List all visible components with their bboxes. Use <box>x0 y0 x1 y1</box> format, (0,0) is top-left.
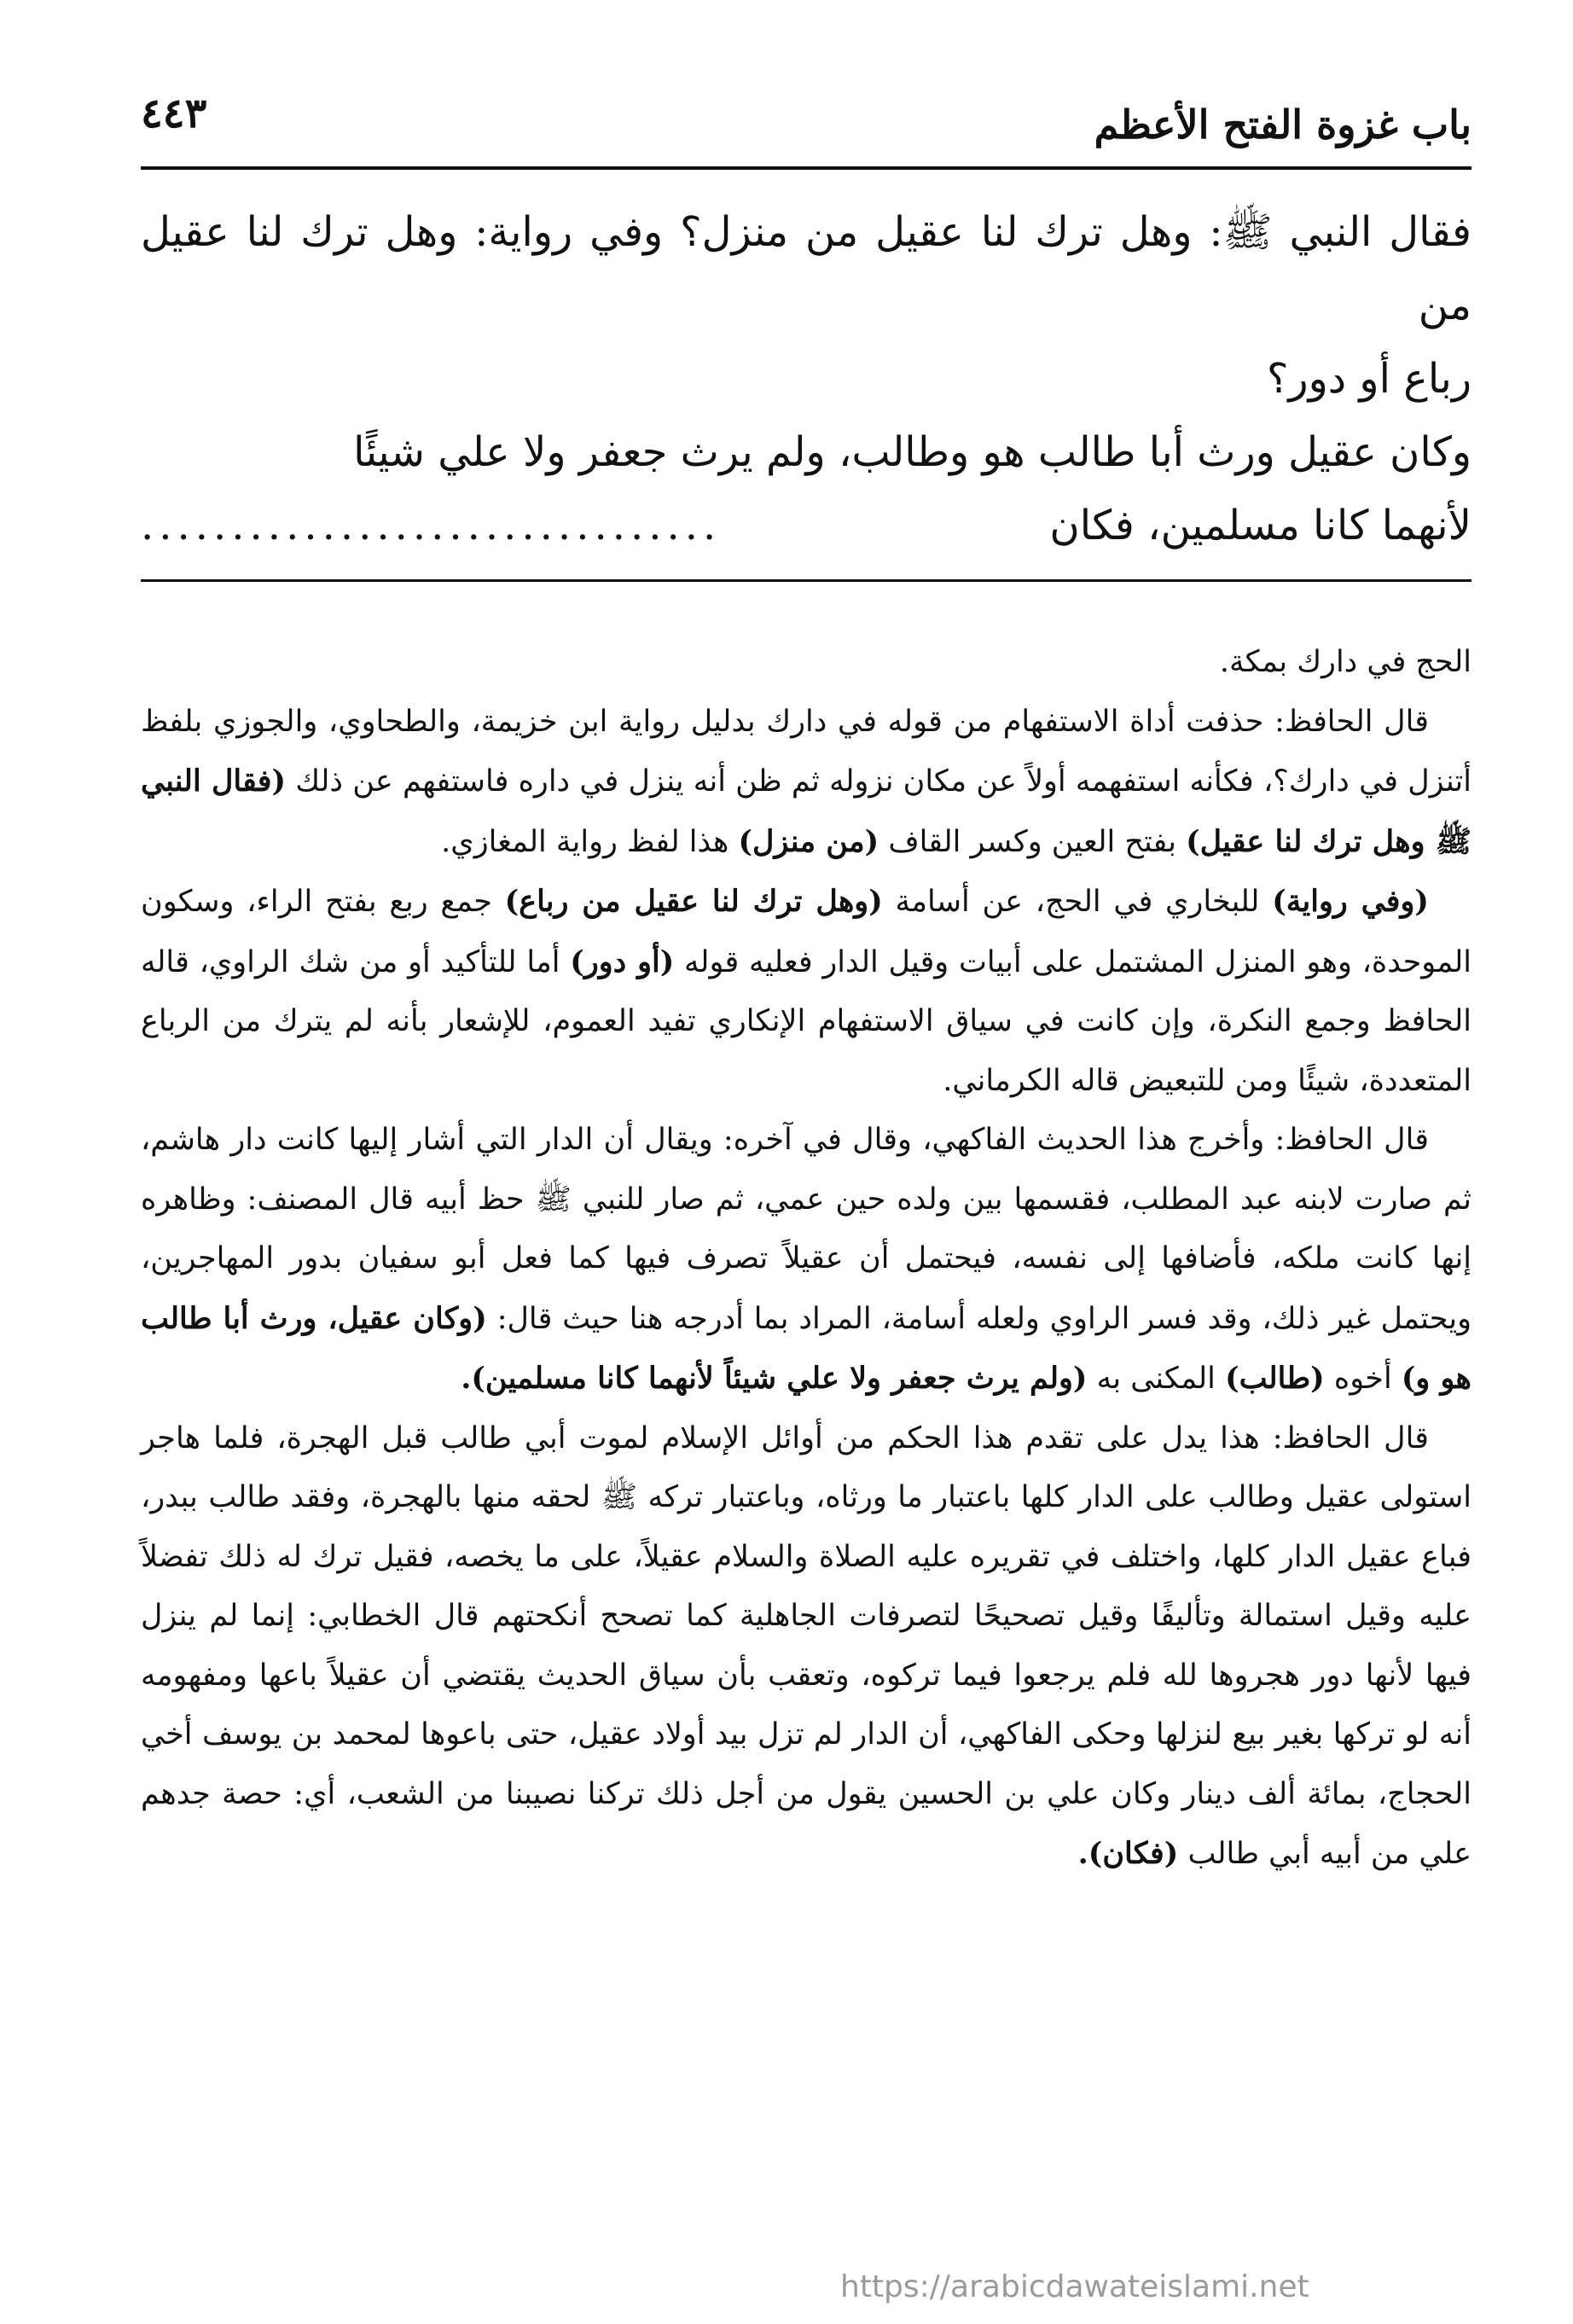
para4-text-2: أخوه <box>1333 1362 1392 1396</box>
page-header <box>141 81 1471 166</box>
commentary <box>141 633 1471 1885</box>
para3-text-2: جمع ربع بفتح الراء، وسكون الموحدة، وهو المنزل المشتمل على أبيات وقيل الدار فعليه قوله <box>141 885 1471 979</box>
para2-text-2: بفتح العين وكسر القاف <box>888 824 1176 859</box>
para2-quote-1: (فقال النبي ﷺ وهل ترك لنا عقيل) <box>141 764 1471 859</box>
commentary-para-2 <box>141 693 1471 873</box>
para4-text-1: قال الحافظ: وأخرج هذا الحديث الفاكهي، وقال في آخره: ويقال أن الدار التي أشار إليها كانت دار هاشم، ثم صارت لابنه عبد المطلب، فقسمها بين ولده حين عمي، ثم صار للنبي ﷺ حظ أبيه قال المصنف: وظاهره إنها كانت ملكه، فأضافها إلى نفسه، فيحتمل أن عقيلاً تصرف فيها كما فعل أبو سفيان بدور المهاجرين، ويحتمل غير ذلك، وقد فسر الراوي ولعله أسامة، المراد بما أدرجه هنا حيث قال: <box>141 1123 1471 1336</box>
para4-text-3: المكنى به <box>1096 1362 1216 1396</box>
para2-quote-2: (من منزل) <box>738 823 879 859</box>
watermark-url: https://arabicdawateislami.net <box>840 2269 1309 2304</box>
commentary-para-1: الحج في دارك بمكة. <box>1219 645 1471 679</box>
separator-rule <box>141 579 1471 582</box>
page-number: ٤٤٣ <box>141 90 207 137</box>
para3-text-1: للبخاري في الحج، عن أسامة <box>895 885 1260 919</box>
para2-text: قال الحافظ: حذفت أداة الاستفهام من قوله في دارك بدليل رواية ابن خزيمة، والطحاوي، والجوزي بلفظ أتنزل في دارك؟، فكأنه استفهمه أولاً عن مكان نزوله ثم ظن أنه ينزل في داره فاستفهم عن ذلك <box>141 704 1471 799</box>
commentary-para-3 <box>141 872 1471 1111</box>
continuation-dots: ................................ <box>141 502 722 549</box>
para5-text: قال الحافظ: هذا يدل على تقدم هذا الحكم من أوائل الإسلام لموت أبي طالب قبل الهجرة، فلما هاجر استولى عقيل وطالب على الدار كلها باعتبار ما ورثاه، وباعتبار تركه ﷺ لحقه منها بالهجرة، وفقد طالب ببدر، فباع عقيل الدار كلها، واختلف في تقريره عليه الصلاة والسلام عقيلاً، على ما يخصه، فقيل ترك له ذلك تفضلاً عليه وقيل استمالة وتأليفًا وقيل تصحيحًا لتصرفات الجاهلية كما تصحح أنكحتهم قال الخطابي: إنما لم ينزل فيها لأنها دور هجروها لله فلم يرجعوا فيما تركوه، وتعقب بأن سياق الحديث يقتضي أن عقيلاً باعها ومفهومه أنه لو تركها بغير بيع لنزلها وحكى الفاكهي، أن الدار لم تزل بيد أولاد عقيل، حتى باعوها لمحمد بن يوسف أخي الحجاج، بمائة ألف دينار وكان علي بن الحسين يقول من أجل ذلك تركنا نصيبنا من الشعب، أي: حصة جدهم علي من أبيه أبي طالب <box>141 1421 1471 1871</box>
para4-quote-2: (طالب) <box>1225 1361 1325 1396</box>
commentary-para-5 <box>141 1409 1471 1885</box>
chapter-title: باب غزوة الفتح الأعظم <box>1094 102 1471 148</box>
main-text <box>141 195 1471 562</box>
matn-line-4 <box>141 489 1471 562</box>
commentary-para-4 <box>141 1111 1471 1409</box>
para4-quote-3: (ولم يرث جعفر ولا علي شيئاً لأنهما كانا مسلمين). <box>461 1361 1088 1396</box>
para3-quote-3: (أو دور) <box>570 944 675 979</box>
para2-text-3: هذا لفظ رواية المغازي. <box>441 824 729 859</box>
para3-quote-1: (وفي رواية) <box>1272 884 1429 919</box>
matn-line-4-text: لأنهما كانا مسلمين، فكان <box>1049 502 1471 549</box>
header-rule <box>141 166 1471 170</box>
matn-line-3: وكان عقيل ورث أبا طالب هو وطالب، ولم يرث جعفر ولا علي شيئًا <box>353 428 1471 476</box>
para3-text-3: أما للتأكيد أو من شك الراوي، قاله الحافظ وجمع النكرة، وإن كانت في سياق الاستفهام الإنكاري تفيد العموم، للإشعار بأنه لم يترك من الرباع المتعددة، شيئًا ومن للتبعيض قاله الكرماني. <box>141 944 1471 1098</box>
matn-line-2: رباع أو دور؟ <box>1266 355 1471 403</box>
para4-quote-1: (وكان عقيل، ورث أبا طالب هو و) <box>141 1300 1471 1396</box>
para5-quote: (فكان). <box>1077 1836 1179 1871</box>
para3-quote-2: (وهل ترك لنا عقيل من رباع) <box>504 884 883 919</box>
matn-line-1: فقال النبي ﷺ: وهل ترك لنا عقيل من منزل؟ وفي رواية: وهل ترك لنا عقيل من <box>141 208 1471 329</box>
book-page <box>141 81 1471 2231</box>
